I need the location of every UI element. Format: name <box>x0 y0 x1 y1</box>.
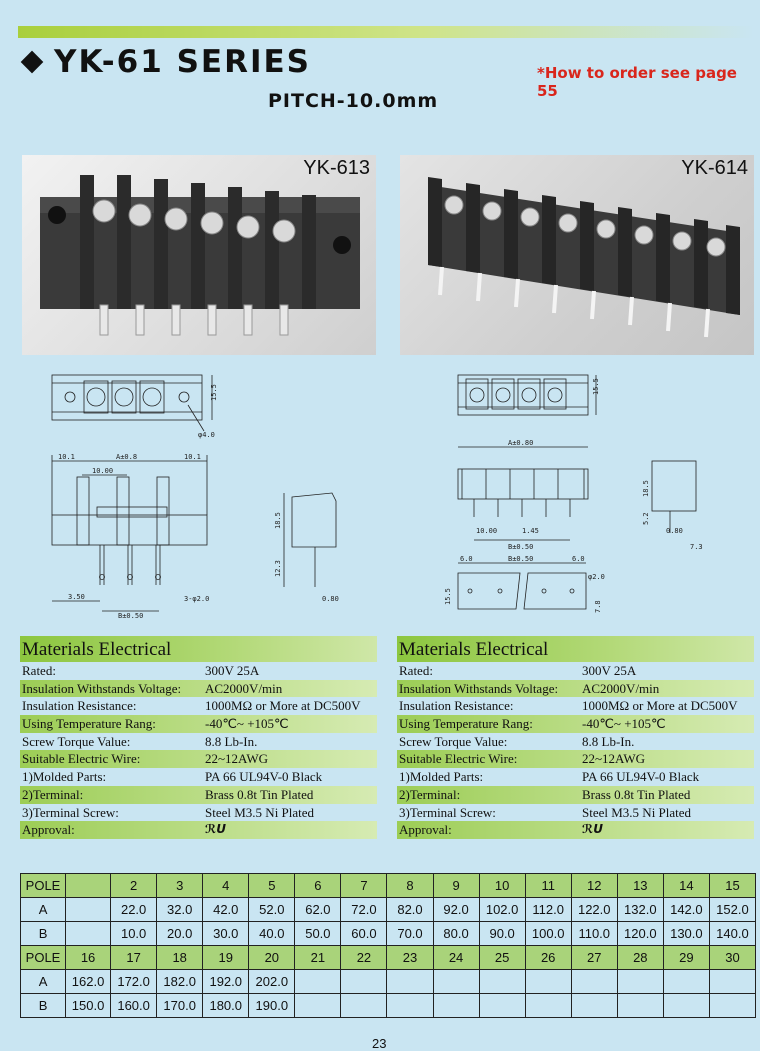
table-cell: 190.0 <box>249 994 295 1018</box>
dim-side-0-80: 0.80 <box>322 595 339 603</box>
table-cell <box>525 994 571 1018</box>
table-cell: 17 <box>111 946 157 970</box>
dim-b-r: B±0.50 <box>508 543 534 551</box>
table-cell: 14 <box>663 874 709 898</box>
table-cell: 70.0 <box>387 922 433 946</box>
materials-panel-right <box>397 636 754 839</box>
table-cell: 102.0 <box>479 898 525 922</box>
dim-pcb-15-5: 15.5 <box>444 588 452 605</box>
table-cell <box>479 970 525 994</box>
table-cell: 13 <box>617 874 663 898</box>
table-cell: 40.0 <box>249 922 295 946</box>
diamond-bullet-icon <box>21 51 44 74</box>
dim-pcb-hole: φ2.0 <box>588 573 605 581</box>
spec-key: Insulation Resistance: <box>22 698 137 714</box>
ul-approval-icon: ℛU <box>582 822 604 837</box>
terminal-block-yk614-image <box>400 155 754 355</box>
dim-side-18-5-r: 18.5 <box>642 480 650 497</box>
table-cell: 6 <box>295 874 341 898</box>
table-cell <box>387 994 433 1018</box>
table-cell: 26 <box>525 946 571 970</box>
table-row <box>21 970 756 994</box>
spec-row <box>20 786 377 804</box>
table-cell: 29 <box>663 946 709 970</box>
table-cell: 150.0 <box>66 994 111 1018</box>
table-cell <box>479 994 525 1018</box>
dim-side-0-80-r: 0.80 <box>666 527 683 535</box>
table-cell: 90.0 <box>479 922 525 946</box>
table-cell: 20.0 <box>157 922 203 946</box>
table-cell: 130.0 <box>663 922 709 946</box>
spec-value: PA 66 UL94V-0 Black <box>205 769 323 785</box>
spec-row <box>397 768 754 786</box>
table-cell <box>387 970 433 994</box>
table-cell: 22 <box>341 946 387 970</box>
dim-side-12-3: 12.3 <box>274 560 282 577</box>
table-cell <box>341 970 387 994</box>
spec-value: 1000MΩ or More at DC500V <box>205 698 361 714</box>
table-cell <box>709 970 755 994</box>
order-note: *How to order see page 55 <box>537 64 737 100</box>
table-cell: 2 <box>111 874 157 898</box>
pole-dimension-table <box>20 873 756 1018</box>
table-cell: 170.0 <box>157 994 203 1018</box>
spec-key: Using Temperature Rang: <box>399 716 533 732</box>
table-cell: 11 <box>525 874 571 898</box>
spec-value: 22~12AWG <box>205 751 269 767</box>
table-cell: 142.0 <box>663 898 709 922</box>
spec-value: 22~12AWG <box>582 751 646 767</box>
table-cell: 30 <box>709 946 755 970</box>
spec-value: Brass 0.8t Tin Plated <box>205 786 314 802</box>
materials-heading-right: Materials Electrical <box>397 636 754 662</box>
table-cell: 18 <box>157 946 203 970</box>
dim-height-15-5: 15.5 <box>210 384 218 401</box>
spec-row <box>397 697 754 715</box>
row-label-cell: A <box>21 898 66 922</box>
product-photo-yk613 <box>22 155 376 355</box>
spec-row <box>397 733 754 751</box>
table-cell: 100.0 <box>525 922 571 946</box>
title-block <box>20 44 311 80</box>
spec-key: Screw Torque Value: <box>22 733 131 749</box>
dim-3-50: 3.50 <box>68 593 85 601</box>
table-row <box>21 898 756 922</box>
table-cell <box>709 994 755 1018</box>
table-cell: 10 <box>479 874 525 898</box>
table-cell: 9 <box>433 874 479 898</box>
spec-key: Suitable Electric Wire: <box>399 751 518 767</box>
spec-value: Brass 0.8t Tin Plated <box>582 786 691 802</box>
spec-key: Approval: <box>22 822 75 838</box>
table-cell <box>525 970 571 994</box>
table-cell: 52.0 <box>249 898 295 922</box>
table-cell: 15 <box>709 874 755 898</box>
table-cell <box>617 970 663 994</box>
dim-a: A±0.8 <box>116 453 138 461</box>
page-title: YK-61 SERIES <box>54 44 311 80</box>
table-cell <box>433 970 479 994</box>
spec-key: Using Temperature Rang: <box>22 716 156 732</box>
table-cell <box>295 994 341 1018</box>
spec-row <box>20 821 377 839</box>
spec-key: 1)Molded Parts: <box>399 769 484 785</box>
spec-value: -40℃~ +105℃ <box>205 716 289 732</box>
spec-key: 2)Terminal: <box>22 786 84 802</box>
spec-value: -40℃~ +105℃ <box>582 716 666 732</box>
spec-row <box>20 768 377 786</box>
table-cell: 122.0 <box>571 898 617 922</box>
table-cell: 21 <box>295 946 341 970</box>
table-cell: 5 <box>249 874 295 898</box>
table-cell <box>663 994 709 1018</box>
table-cell: 19 <box>203 946 249 970</box>
spec-key: 3)Terminal Screw: <box>399 804 496 820</box>
spec-row <box>20 662 377 680</box>
table-cell: 80.0 <box>433 922 479 946</box>
table-cell: 92.0 <box>433 898 479 922</box>
dim-pcb-7-8: 7.8 <box>594 600 602 613</box>
table-cell: 24 <box>433 946 479 970</box>
spec-row <box>397 821 754 839</box>
materials-panel-left <box>20 636 377 839</box>
spec-row <box>397 662 754 680</box>
spec-value: PA 66 UL94V-0 Black <box>582 769 700 785</box>
spec-key: Approval: <box>399 822 452 838</box>
spec-key: Suitable Electric Wire: <box>22 751 141 767</box>
dim-side-5-2-r: 5.2 <box>642 512 650 525</box>
table-cell: 182.0 <box>157 970 203 994</box>
table-cell: 152.0 <box>709 898 755 922</box>
table-cell: 3 <box>157 874 203 898</box>
table-cell: 180.0 <box>203 994 249 1018</box>
header-accent-bar <box>18 26 754 38</box>
spec-row <box>20 804 377 822</box>
dim-height-15-5-r: 15.5 <box>592 378 600 395</box>
table-cell: 172.0 <box>111 970 157 994</box>
table-cell: 202.0 <box>249 970 295 994</box>
spec-value: 8.8 Lb-In. <box>205 733 258 749</box>
spec-value: 300V 25A <box>582 663 637 678</box>
table-cell: 28 <box>617 946 663 970</box>
dim-1-45-r: 1.45 <box>522 527 539 535</box>
dim-hole-diameter: φ4.0 <box>198 431 215 439</box>
dim-side-18-5: 18.5 <box>274 512 282 529</box>
table-cell: 25 <box>479 946 525 970</box>
spec-key: Rated: <box>399 663 433 678</box>
table-cell: 30.0 <box>203 922 249 946</box>
dim-pcb-b: B±0.50 <box>508 555 534 563</box>
table-cell: 20 <box>249 946 295 970</box>
dim-b: B±0.50 <box>118 612 144 620</box>
spec-value: AC2000V/min <box>582 680 660 696</box>
dim-side-7-3-r: 7.3 <box>690 543 703 551</box>
table-cell: 42.0 <box>203 898 249 922</box>
table-cell: 160.0 <box>111 994 157 1018</box>
table-cell <box>295 970 341 994</box>
row-label-cell: POLE <box>21 874 66 898</box>
spec-value: 8.8 Lb-In. <box>582 733 635 749</box>
spec-key: Insulation Withstands Voltage: <box>399 680 559 696</box>
dim-3-holes: 3-φ2.0 <box>184 595 210 603</box>
table-cell: 22.0 <box>111 898 157 922</box>
table-row <box>21 922 756 946</box>
dim-10-1-right: 10.1 <box>184 453 201 461</box>
table-cell <box>66 922 111 946</box>
table-cell: 162.0 <box>66 970 111 994</box>
table-cell: 82.0 <box>387 898 433 922</box>
table-cell: 110.0 <box>571 922 617 946</box>
spec-key: Insulation Resistance: <box>399 698 514 714</box>
spec-key: Insulation Withstands Voltage: <box>22 680 182 696</box>
technical-drawing-yk614 <box>400 365 754 625</box>
dim-pcb-6-0-right: 6.0 <box>572 555 585 563</box>
table-cell: 12 <box>571 874 617 898</box>
table-cell <box>341 994 387 1018</box>
table-cell: 16 <box>66 946 111 970</box>
spec-value: Steel M3.5 Ni Plated <box>205 804 315 820</box>
technical-drawing-yk613 <box>22 365 376 625</box>
table-cell: 4 <box>203 874 249 898</box>
table-cell: 62.0 <box>295 898 341 922</box>
table-cell <box>66 874 111 898</box>
row-label-cell: B <box>21 922 66 946</box>
table-cell <box>617 994 663 1018</box>
table-row <box>21 994 756 1018</box>
spec-key: 2)Terminal: <box>399 786 461 802</box>
spec-key: Screw Torque Value: <box>399 733 508 749</box>
photo-label-yk613: YK-613 <box>303 157 370 179</box>
product-photo-yk614 <box>400 155 754 355</box>
spec-row <box>20 697 377 715</box>
table-row <box>21 874 756 898</box>
spec-row <box>397 786 754 804</box>
table-cell <box>663 970 709 994</box>
table-cell: 10.0 <box>111 922 157 946</box>
spec-value: AC2000V/min <box>205 680 283 696</box>
table-cell: 7 <box>341 874 387 898</box>
table-cell: 23 <box>387 946 433 970</box>
table-cell <box>571 970 617 994</box>
spec-key: 3)Terminal Screw: <box>22 804 119 820</box>
dim-pcb-6-0-left: 6.0 <box>460 555 473 563</box>
spec-value: Steel M3.5 Ni Plated <box>582 804 692 820</box>
pitch-subtitle: PITCH-10.0mm <box>268 90 439 112</box>
table-cell: 112.0 <box>525 898 571 922</box>
table-cell: 8 <box>387 874 433 898</box>
page-number: 23 <box>372 1036 387 1051</box>
spec-row <box>397 680 754 698</box>
table-row <box>21 946 756 970</box>
table-cell: 192.0 <box>203 970 249 994</box>
spec-key: Rated: <box>22 663 56 678</box>
table-cell <box>66 898 111 922</box>
dim-a-r: A±0.80 <box>508 439 534 447</box>
table-cell: 32.0 <box>157 898 203 922</box>
table-cell: 60.0 <box>341 922 387 946</box>
table-cell: 120.0 <box>617 922 663 946</box>
spec-value: 300V 25A <box>205 663 260 678</box>
spec-row <box>20 715 377 733</box>
dim-10-00: 10.00 <box>92 467 114 475</box>
row-label-cell: A <box>21 970 66 994</box>
photo-label-yk614: YK-614 <box>681 157 748 179</box>
spec-row <box>397 715 754 733</box>
table-cell: 132.0 <box>617 898 663 922</box>
spec-row <box>397 750 754 768</box>
spec-value: 1000MΩ or More at DC500V <box>582 698 738 714</box>
spec-row <box>397 804 754 822</box>
ul-approval-icon: ℛU <box>205 822 227 837</box>
spec-row <box>20 750 377 768</box>
row-label-cell: B <box>21 994 66 1018</box>
table-cell: 27 <box>571 946 617 970</box>
table-cell <box>571 994 617 1018</box>
table-cell: 140.0 <box>709 922 755 946</box>
spec-key: 1)Molded Parts: <box>22 769 107 785</box>
table-cell: 72.0 <box>341 898 387 922</box>
terminal-block-yk613-image <box>22 155 376 355</box>
table-cell: 50.0 <box>295 922 341 946</box>
materials-heading-left: Materials Electrical <box>20 636 377 662</box>
dim-10-00-r: 10.00 <box>476 527 498 535</box>
dim-10-1-left: 10.1 <box>58 453 75 461</box>
spec-row <box>20 733 377 751</box>
spec-row <box>20 680 377 698</box>
row-label-cell: POLE <box>21 946 66 970</box>
table-cell <box>433 994 479 1018</box>
